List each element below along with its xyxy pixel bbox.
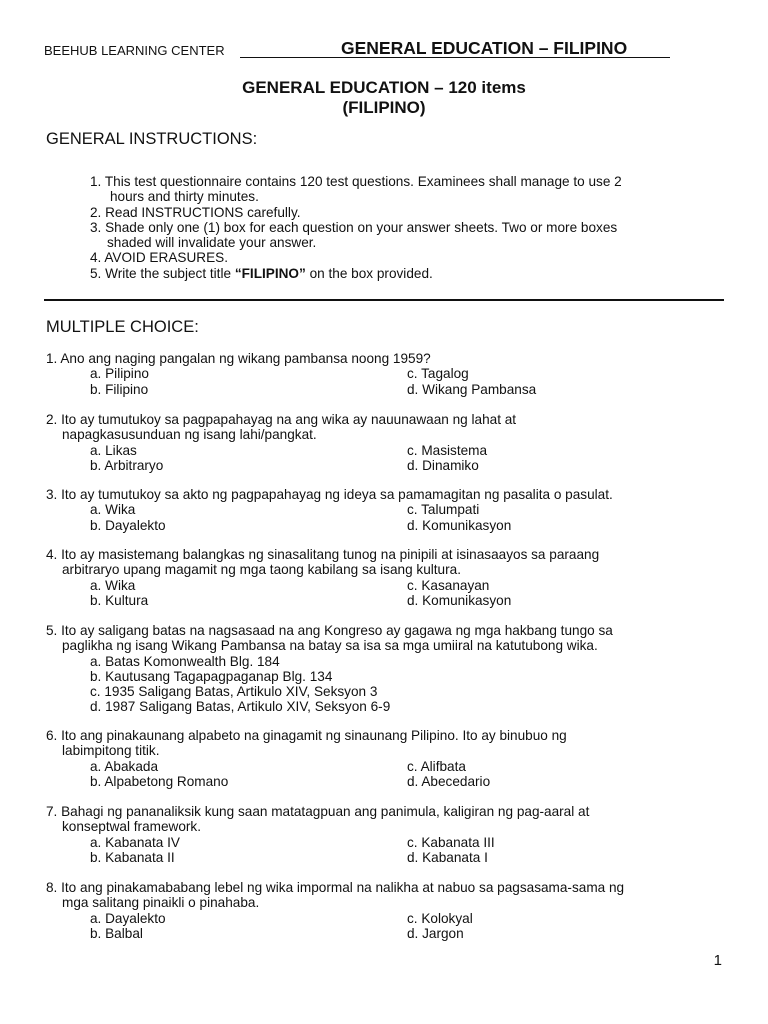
option-b: b. Alpabetong Romano [90,773,229,789]
option-d: d. Komunikasyon [407,517,512,533]
question-stem: 5. Ito ay saligang batas na nagsasaad na ang Kongreso ay gagawa ng mga hakbang tungo sa [46,623,613,638]
question-stem-cont: arbitraryo upang magamit ng mga taong kabilang sa isang kultura. [62,562,461,578]
question-stem-cont: labimpitong titik. [62,743,160,759]
question-stem-cont: konseptwal framework. [62,819,202,835]
option-b: b. Balbal [90,925,143,941]
question-stem-cont: paglikha ng isang Wikang Pambansa na batay sa isa sa mga umiiral na katutubong wika. [62,638,598,654]
question-5 [46,623,726,715]
option-c: c. Kolokyal [407,910,473,926]
general-instructions-heading: GENERAL INSTRUCTIONS: [46,130,258,148]
question-stem: 4. Ito ay masistemang balangkas ng sinasalitang tunog na pinipili at isinasaayos sa paraang [46,547,600,562]
question-stem: 6. Ito ang pinakaunang alpabeto na ginagamit ng sinaunang Pilipino. Ito ay binubuo ng [46,728,567,743]
answer-options [90,835,726,866]
answer-options [90,759,726,790]
instruction-text-cont: hours and thirty minutes. [110,189,259,205]
option-c: c. 1935 Saligang Batas, Artikulo XIV, Seksyon 3 [90,684,378,700]
question-stem: 3. Ito ay tumutukoy sa akto ng pagpapahayag ng ideya sa pamamagitan ng pasalita o pasulat. [46,487,613,502]
subject-heading: GENERAL EDUCATION – FILIPINO [341,38,628,58]
exam-title-line1: GENERAL EDUCATION – 120 items [242,78,526,97]
option-b: b. Dayalekto [90,517,166,533]
question-2 [46,412,726,473]
option-a: a. Pilipino [90,366,149,382]
instruction-text: 4. AVOID ERASURES. [90,250,228,266]
option-b: b. Filipino [90,381,149,397]
exam-title-line2: (FILIPINO) [342,98,426,117]
option-b: b. Kabanata II [90,849,175,865]
option-d: d. Dinamiko [407,457,479,473]
option-c: c. Talumpati [407,502,480,518]
option-a: a. Abakada [90,758,159,774]
question-stem: 2. Ito ay tumutukoy sa pagpapahayag na ang wika ay nauunawaan ng lahat at [46,412,517,427]
option-c: c. Masistema [407,442,488,458]
option-a: a. Kabanata IV [90,834,180,850]
option-c: c. Alifbata [407,758,466,774]
answer-options [90,578,726,609]
instruction-text: 3. Shade only one (1) box for each question on your answer sheets. Two or more boxes [90,219,618,235]
answer-options [90,366,726,397]
option-a: a. Batas Komonwealth Blg. 184 [90,653,280,669]
answer-options [90,654,726,715]
instruction-text: 5. Write the subject title [90,265,235,281]
option-c: c. Kabanata III [407,834,495,850]
option-d: d. 1987 Saligang Batas, Artikulo XIV, Seksyon 6-9 [90,699,391,715]
instruction-item [90,174,730,205]
question-1 [46,351,726,397]
subject-title-emphasis: “FILIPINO” [234,265,306,281]
question-8 [46,880,726,941]
question-6 [46,728,726,789]
instruction-text-end: on the box provided. [305,265,433,281]
option-d: d. Wikang Pambansa [407,381,537,397]
instruction-item [90,250,730,265]
option-d: d. Kabanata I [407,849,488,865]
question-stem: 8. Ito ang pinakamababang lebel ng wika impormal na nalikha at nabuo sa pagsasama-sama ng [46,880,625,895]
question-stem: 7. Bahagi ng pananaliksik kung saan matatagpuan ang panimula, kaligiran ng pag-aaral at [46,804,590,819]
answer-options [90,911,726,942]
instructions-list [90,174,730,281]
instruction-text: 2. Read INSTRUCTIONS carefully. [90,204,301,220]
option-b: b. Arbitraryo [90,457,164,473]
option-a: a. Dayalekto [90,910,166,926]
question-7 [46,804,726,865]
option-b: b. Kultura [90,592,149,608]
option-d: d. Abecedario [407,773,491,789]
instruction-text-cont: shaded will invalidate your answer. [107,235,317,251]
option-b: b. Kautusang Tagapagpaganap Blg. 134 [90,668,333,684]
question-stem-cont: mga salitang pinaikli o pinahaba. [62,895,260,911]
question-stem-cont: napagkasusunduan ng isang lahi/pangkat. [62,427,317,443]
instruction-item [90,205,730,220]
instruction-item [90,220,730,251]
question-stem: 1. Ano ang naging pangalan ng wikang pambansa noong 1959? [46,351,431,366]
exam-title [0,78,768,118]
instruction-item [90,266,730,281]
section-divider [44,299,724,301]
multiple-choice-heading: MULTIPLE CHOICE: [46,318,199,336]
organization-name: BEEHUB LEARNING CENTER [44,43,225,58]
answer-options [90,502,726,533]
option-a: a. Wika [90,577,136,593]
option-a: a. Wika [90,502,136,518]
option-c: c. Kasanayan [407,577,490,593]
answer-options [90,443,726,474]
instruction-text: 1. This test questionnaire contains 120 test questions. Examinees shall manage to use 2 [90,174,622,189]
option-a: a. Likas [90,442,137,458]
question-4 [46,547,726,608]
option-d: d. Jargon [407,925,464,941]
option-c: c. Tagalog [407,366,469,382]
question-3 [46,487,726,533]
page-number: 1 [713,952,722,969]
option-d: d. Komunikasyon [407,592,512,608]
